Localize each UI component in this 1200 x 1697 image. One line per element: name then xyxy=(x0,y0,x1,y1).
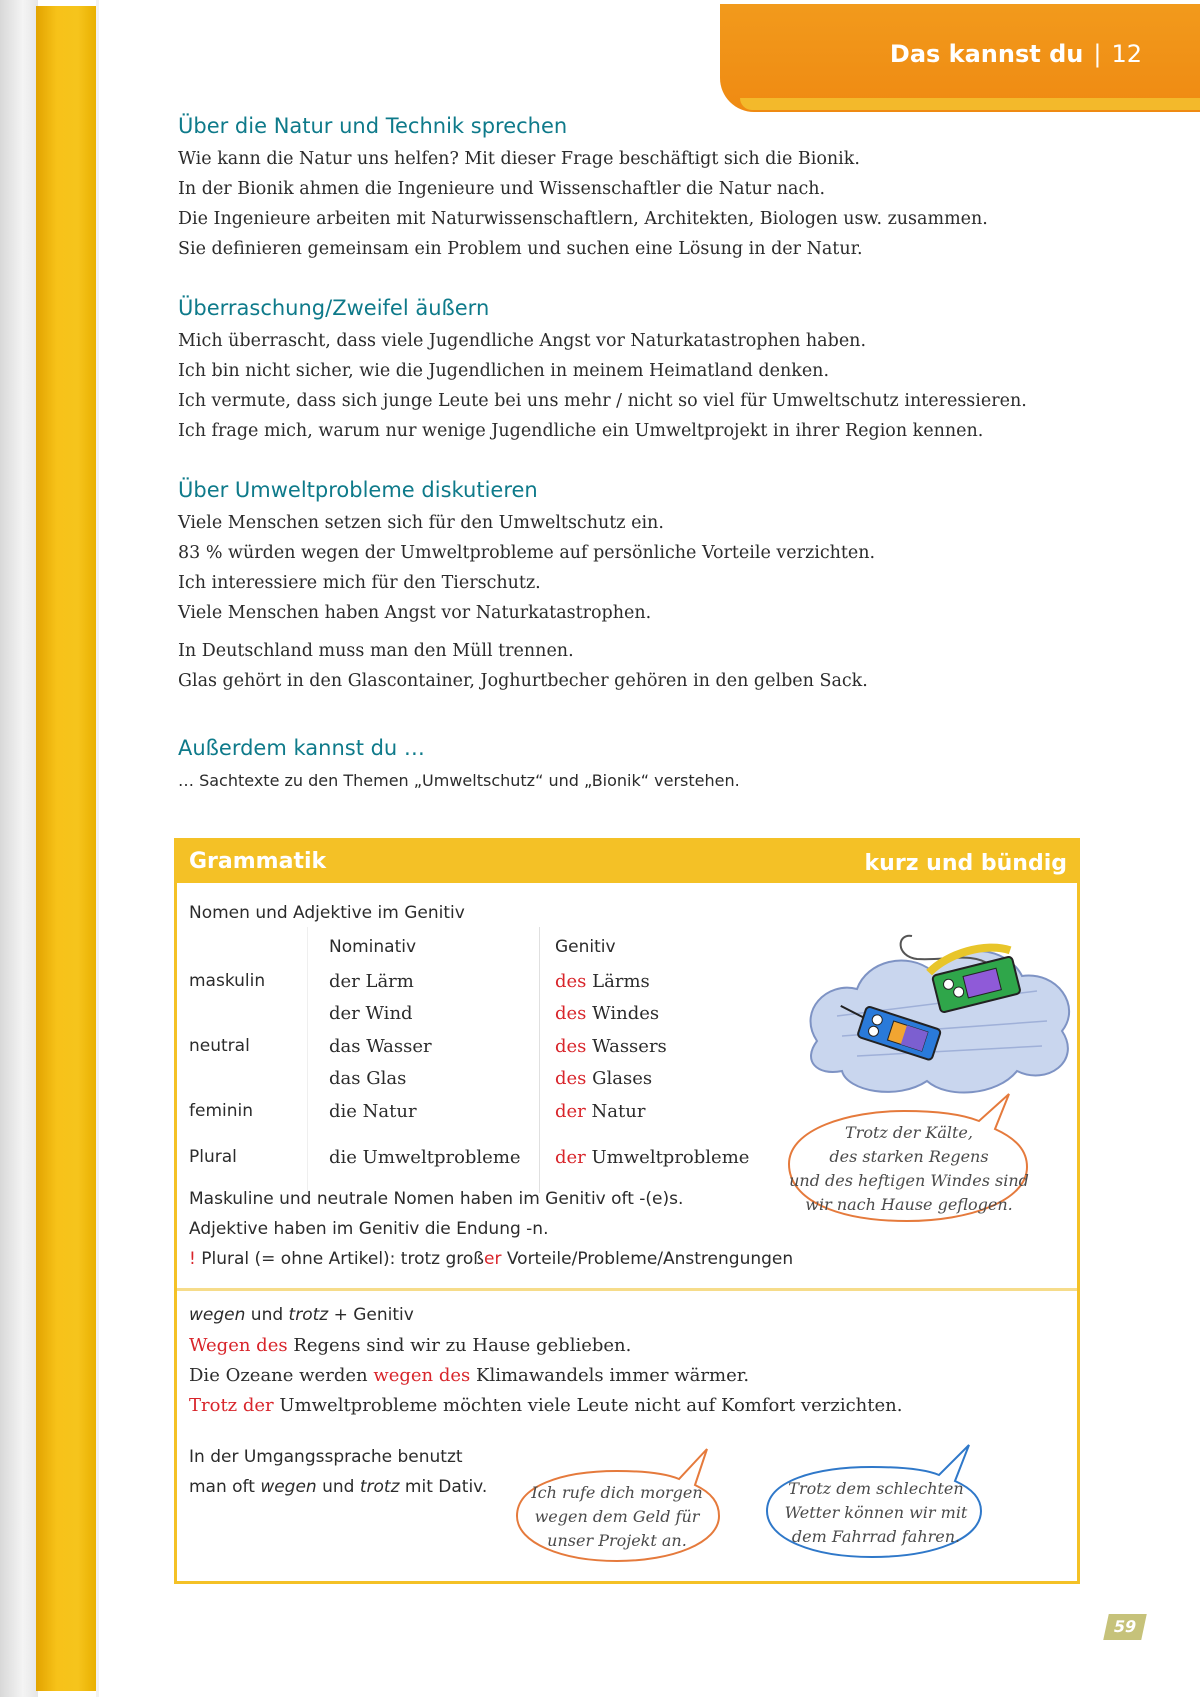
nominativ-cell: das Glas xyxy=(329,1068,407,1089)
example-sentence xyxy=(189,1395,902,1416)
example-sentence xyxy=(189,1335,631,1356)
highlighted-preposition: Trotz der xyxy=(189,1395,274,1416)
genitiv-article: der xyxy=(555,1147,586,1168)
grammar-note: Maskuline und neutrale Nomen haben im Genitiv oft -(e)s. xyxy=(189,1189,684,1209)
chapter-title xyxy=(890,40,1142,68)
text-line: Ich vermute, dass sich junge Leute bei uns mehr / nicht so viel für Umweltschutz interessieren. xyxy=(178,391,1027,411)
banner-stripe xyxy=(740,98,1200,110)
grammar-note-plural xyxy=(189,1249,793,1269)
prep-text: und xyxy=(245,1305,289,1325)
column-header-genitiv: Genitiv xyxy=(555,937,616,957)
adjective-ending: er xyxy=(484,1249,502,1269)
genitiv-cell xyxy=(555,1068,652,1089)
nominativ-cell: die Umweltprobleme xyxy=(329,1147,521,1168)
nominativ-cell: der Wind xyxy=(329,1003,413,1024)
genitiv-article: der xyxy=(555,1101,586,1122)
section-heading: Über die Natur und Technik sprechen xyxy=(178,114,568,138)
note-text: man oft xyxy=(189,1477,261,1497)
bubble-line: und des heftigen Windes sind xyxy=(789,1171,1029,1190)
yellow-binding-edge xyxy=(36,6,96,1691)
text-line: Ich bin nicht sicher, wie die Jugendlichen in meinem Heimatland denken. xyxy=(178,361,830,381)
genitiv-article: des xyxy=(555,1068,587,1089)
prep-text: + Genitiv xyxy=(328,1305,414,1325)
bubble-line: des starken Regens xyxy=(829,1147,989,1166)
sentence-text: Umweltprobleme möchten viele Leute nicht auf Komfort verzichten. xyxy=(273,1395,903,1416)
column-header-nominativ: Nominativ xyxy=(329,937,417,957)
page-edge xyxy=(96,0,99,1697)
text-line: 83 % würden wegen der Umweltprobleme auf persönliche Vorteile verzichten. xyxy=(178,543,876,563)
genitiv-noun: Natur xyxy=(591,1101,646,1122)
highlighted-preposition: Wegen des xyxy=(189,1335,288,1356)
highlighted-preposition: wegen des xyxy=(373,1365,471,1386)
text-line: Viele Menschen haben Angst vor Naturkatastrophen. xyxy=(178,603,652,623)
colloquial-note xyxy=(189,1477,487,1497)
bubble-line: Trotz dem schlechten xyxy=(788,1479,964,1498)
bubble-line: Wetter können wir mit xyxy=(784,1503,968,1522)
grammar-divider xyxy=(177,1288,1077,1291)
genitiv-noun: Umweltprobleme xyxy=(591,1147,750,1168)
text-line: … Sachtexte zu den Themen „Umweltschutz“ und „Bionik“ verstehen. xyxy=(178,771,740,790)
section-natur-technik xyxy=(178,114,988,264)
bubble-line: unser Projekt an. xyxy=(547,1531,687,1550)
bubble-line: Ich rufe dich morgen xyxy=(531,1483,703,1502)
prep-word: trotz xyxy=(359,1477,400,1497)
genitiv-cell xyxy=(555,1036,667,1057)
text-line: In Deutschland muss man den Müll trennen. xyxy=(178,641,574,661)
genitiv-noun: Wassers xyxy=(592,1036,667,1057)
bubble-line: Trotz der Kälte, xyxy=(845,1123,973,1142)
note-text: Plural (= ohne Artikel): trotz groß xyxy=(195,1249,484,1269)
bubble-wegen-example xyxy=(517,1481,717,1553)
storm-illustration xyxy=(797,921,1082,1111)
text-line: Glas gehört in den Glascontainer, Joghurtbecher gehören in den gelben Sack. xyxy=(178,671,868,691)
genitiv-article: des xyxy=(555,1003,587,1024)
note-text: Vorteile/Probleme/Anstrengungen xyxy=(501,1249,794,1269)
grammar-header xyxy=(177,841,1077,883)
grammar-note: Adjektive haben im Genitiv die Endung -n. xyxy=(189,1219,549,1239)
text-line: In der Bionik ahmen die Ingenieure und Wissenschaftler die Natur nach. xyxy=(178,179,826,199)
note-text: und xyxy=(316,1477,360,1497)
section-heading: Über Umweltprobleme diskutieren xyxy=(178,478,538,502)
section-heading: Überraschung/Zweifel äußern xyxy=(178,296,490,320)
gender-label: maskulin xyxy=(189,971,266,991)
genitiv-cell xyxy=(555,1101,645,1122)
grammar-box xyxy=(174,838,1080,1584)
bubble-line: wegen dem Geld für xyxy=(534,1507,700,1526)
banner-separator: | xyxy=(1093,40,1102,68)
genitiv-cell xyxy=(555,1147,749,1168)
text-line: Ich frage mich, warum nur wenige Jugendliche ein Umweltprojekt in ihrer Region kennen. xyxy=(178,421,984,441)
text-line: Die Ingenieure arbeiten mit Naturwissenschaftlern, Architekten, Biologen usw. zusammen. xyxy=(178,209,988,229)
genitiv-cell xyxy=(555,971,650,992)
prep-title xyxy=(189,1305,414,1325)
genitiv-article: des xyxy=(555,971,587,992)
text-line: Wie kann die Natur uns helfen? Mit dieser Frage beschäftigt sich die Bionik. xyxy=(178,149,860,169)
chapter-number: 12 xyxy=(1111,40,1142,68)
banner-title-text: Das kannst du xyxy=(889,40,1084,68)
genitive-title: Nomen und Adjektive im Genitiv xyxy=(189,903,465,923)
genitiv-cell xyxy=(555,1003,659,1024)
genitiv-noun: Glases xyxy=(592,1068,653,1089)
gender-label: Plural xyxy=(189,1147,237,1167)
bubble-line: dem Fahrrad fahren. xyxy=(791,1527,961,1546)
section-ausserdem xyxy=(178,736,740,796)
table-divider xyxy=(539,927,540,1193)
genitiv-noun: Windes xyxy=(592,1003,660,1024)
prep-word: wegen xyxy=(260,1477,317,1497)
book-spine xyxy=(0,0,38,1697)
prep-word: trotz xyxy=(288,1305,329,1325)
warning-mark: ! xyxy=(189,1249,196,1269)
bubble-genitiv-example xyxy=(789,1121,1029,1217)
table-divider xyxy=(307,927,308,1193)
grammar-subtitle: kurz und bündig xyxy=(864,851,1067,876)
genitiv-noun: Lärms xyxy=(592,971,650,992)
section-heading: Außerdem kannst du … xyxy=(178,736,425,760)
sentence-text: Klimawandels immer wärmer. xyxy=(470,1365,750,1386)
note-text: mit Dativ. xyxy=(399,1477,488,1497)
text-line: Sie definieren gemeinsam ein Problem und suchen eine Lösung in der Natur. xyxy=(178,239,863,259)
gender-label: neutral xyxy=(189,1036,250,1056)
example-sentence xyxy=(189,1365,749,1386)
section-umweltprobleme xyxy=(178,478,875,696)
genitiv-article: des xyxy=(555,1036,587,1057)
sentence-text: Die Ozeane werden xyxy=(189,1365,374,1386)
section-ueberraschung xyxy=(178,296,1027,446)
bubble-line: wir nach Hause geflogen. xyxy=(805,1195,1013,1214)
grammar-title: Grammatik xyxy=(189,849,327,874)
nominativ-cell: der Lärm xyxy=(329,971,414,992)
page-number: 59 xyxy=(1103,1614,1147,1640)
nominativ-cell: das Wasser xyxy=(329,1036,432,1057)
bubble-trotz-example xyxy=(769,1477,983,1549)
gender-label: feminin xyxy=(189,1101,253,1121)
prep-word: wegen xyxy=(189,1305,246,1325)
text-line: Ich interessiere mich für den Tierschutz. xyxy=(178,573,541,593)
nominativ-cell: die Natur xyxy=(329,1101,417,1122)
text-line: Viele Menschen setzen sich für den Umweltschutz ein. xyxy=(178,513,664,533)
sentence-text: Regens sind wir zu Hause geblieben. xyxy=(287,1335,632,1356)
colloquial-note: In der Umgangssprache benutzt xyxy=(189,1447,463,1467)
text-line: Mich überrascht, dass viele Jugendliche Angst vor Naturkatastrophen haben. xyxy=(178,331,867,351)
